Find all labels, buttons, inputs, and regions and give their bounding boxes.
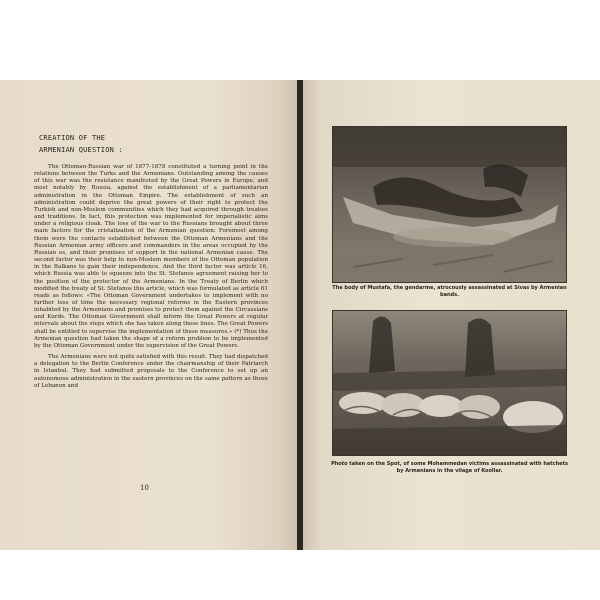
book-spread [0,80,600,550]
photo-victims-lying-in-row [332,310,567,456]
photo-body-on-ground [332,126,567,283]
photo-victims-lying-in-row-icon [333,311,566,455]
left-page [0,80,297,550]
page-number: 10 [140,484,149,492]
section-heading: CREATION OF THE ARMENIAN QUESTION : [39,134,123,154]
right-page [303,80,600,550]
photo-body-on-ground-icon [333,127,566,282]
body-text [34,164,268,390]
paragraph: The Armenians were not quite satisfied with this result. They had dispatched a delegation to the Berlin Conference under the chairmanship of their Patriarch in Istanbul. They had submitted proposals to the Conference to set up an autonomous administration in the eastern provinces on the same pattern as those of Lebanon and [34,354,268,389]
paragraph: The Ottoman-Russian war of 1877-1878 constituted a turning point in the relations between the Turks and the Armenians. Outstanding among the causes of this war was the resistance manifested by the Great Powers in Europe, and most notably by Russia, against the establishment of a parliamentarian administration in the Ottoman Empire. The establishment of such an administration could deprive the great powers of their right to protect the Turkish and non-Moslem communities which they had acquired through treaties and traditions. In fact, this protection was implemented for imperialistic aims under a religious cloak. The loss of the war to the Russians brought about three main factors for the cristalization of the Armenian question: Foremost among them were the contacts established between the Ottoman Armenians and the Russian Armenian army officers and commanders in the areas occupied by the Russian es, and their promises of support in the national Armenian cause. The second factor was their help to non-Moslem members of the Ottoman population in the Balkans to gain their independence. And the third factor was article 16, which Russia was able to squeeze into the St. Stefanos agreement raising her to the position of the protector of the Armenians. In the Treaty of Berlin which modified the treaty of St. Stefanos this article, which was formulated as article 61 reads as follows: «The Ottoman Government undertakes to implement with no further loss of time the necessary regional reforms in the Eastern provinces inhabited by the Armenians and promises to protect them against the Circassians and Kurds. The Ottoman Government shall inform the Great Powers at regular intervals about the steps which she has taken along these lines. The Great Powers shall be entitled to supervise the implementation of these measures.» (*) Thus the Armenian question had taken the shape of a reform problem to be implemented by the Ottoman Government under the supervision of the Great Powers. [34,164,268,349]
photo-caption: The body of Mustafa, the gendarme, atrocously assassinated at Sivas by Armenian bands. [332,285,567,298]
photo-caption: Photo taken on the Spot, of some Mohammedan victims assassinated with hatchets by Armenians in the vilage of Koollar. [331,461,568,474]
